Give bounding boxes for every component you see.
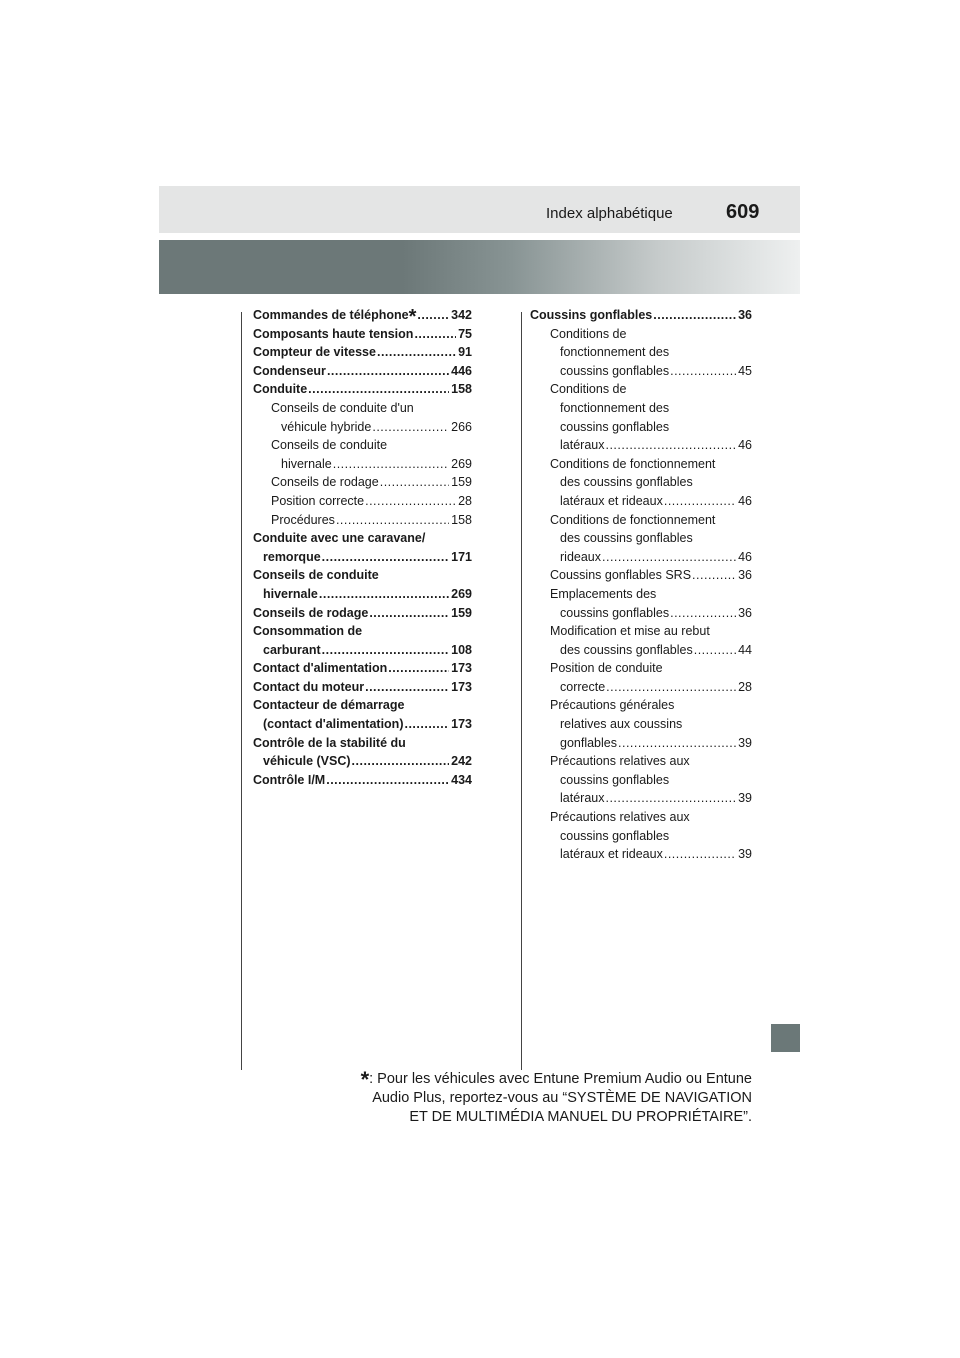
index-entry: Contacteur de démarrage [253,698,405,713]
index-column-left [253,306,472,789]
entry-page: 36 [738,308,752,322]
index-subentry: Conditions de [550,382,627,397]
index-entry [253,343,472,362]
entry-page: 446 [451,363,472,378]
entry-label: latéraux [560,438,605,453]
index-subentry [530,566,752,585]
footnote-line-2: Audio Plus, reportez-vous au “SYSTÈME DE NAVIGATION [372,1090,752,1106]
entry-page: 173 [451,679,472,694]
entry-page: 434 [451,772,472,787]
left-column-rule [241,312,242,1070]
entry-page: 36 [738,605,752,620]
footnote-marker: * [408,306,417,328]
index-entry [253,641,472,660]
entry-label: Conseils de rodage [271,475,379,490]
entry-label: latéraux et rideaux [560,847,663,862]
entry-label: Conseils de rodage [253,605,369,620]
entry-page: 342 [451,308,472,322]
index-subentry: Précautions relatives aux [550,754,690,769]
index-entry [253,548,472,567]
index-entry: Contrôle de la stabilité du [253,735,406,750]
index-entry [253,771,472,790]
index-subentry [530,641,752,660]
entry-page: 159 [451,475,472,490]
page-number: 609 [726,201,760,223]
entry-label: gonflables [560,735,617,750]
index-subentry [253,492,472,511]
index-subentry [253,455,472,474]
index-entry: Consommation de [253,624,363,639]
entry-page: 159 [451,605,472,620]
entry-label: Contact du moteur [253,679,365,694]
entry-label: Composants haute tension [253,326,414,341]
index-subentry: des coussins gonflables [560,475,693,490]
entry-label: Contact d'alimentation [253,661,388,676]
index-subentry: coussins gonflables [560,772,670,787]
index-subentry [530,734,752,753]
index-subentry: Position de conduite [550,661,663,676]
index-subentry: Précautions relatives aux [550,810,690,825]
index-subentry: Conseils de conduite [271,438,388,453]
entry-label: Conduite [253,382,308,397]
index-subentry [530,604,752,623]
entry-label: latéraux [560,791,605,806]
index-subentry: des coussins gonflables [560,531,693,546]
index-subentry: Modification et mise au rebut [550,624,710,639]
index-subentry: coussins gonflables [560,828,670,843]
entry-label: correcte [560,679,606,694]
entry-page: 75 [458,326,472,341]
index-entry [253,604,472,623]
entry-page: 171 [451,549,472,564]
header-bar [159,186,800,233]
entry-page: 108 [451,642,472,657]
entry-page: 39 [738,735,752,750]
entry-page: 39 [738,791,752,806]
index-subentry: Conseils de conduite d'un [271,400,414,415]
index-subentry: relatives aux coussins [560,717,683,732]
entry-page: 44 [738,642,752,657]
index-subentry [530,789,752,808]
entry-page: 45 [738,363,752,378]
footnote-line-1 [300,1067,752,1092]
entry-label: Procédures [271,512,335,527]
entry-page: 39 [738,847,752,862]
entry-label: véhicule hybride [281,419,372,434]
entry-label: coussins gonflables [560,363,670,378]
index-subentry [530,548,752,567]
entry-label: Compteur de vitesse [253,345,376,360]
entry-label: coussins gonflables [560,605,670,620]
entry-page: 91 [458,345,472,360]
index-entry [253,325,472,344]
entry-label: Condenseur [253,363,326,378]
index-subentry [530,492,752,511]
index-entry: Conseils de conduite [253,568,379,583]
entry-label: hivernale [281,456,332,471]
index-entry [253,380,472,399]
entry-page: 28 [458,493,472,508]
index-entry [253,659,472,678]
entry-page: 28 [738,679,752,694]
index-subentry [530,362,752,381]
entry-label: carburant [263,642,321,657]
index-entry [253,752,472,771]
index-subentry [530,845,752,864]
index-column-right [530,306,752,864]
entry-label: des coussins gonflables [560,642,693,657]
entry-page: 242 [451,754,472,769]
entry-label: (contact d'alimentation) [263,717,404,732]
entry-label: Position correcte [271,493,365,508]
footnote-marker: * [360,1067,370,1092]
entry-label: remorque [263,549,321,564]
index-subentry: coussins gonflables [560,419,670,434]
index-entry [253,715,472,734]
index-subentry: Emplacements des [550,586,657,601]
index-subentry: Conditions de fonctionnement [550,456,716,471]
index-subentry: Conditions de fonctionnement [550,512,716,527]
entry-page: 158 [451,512,472,527]
chapter-tab [771,1024,800,1052]
entry-page: 266 [451,419,472,434]
index-subentry [253,418,472,437]
index-entry [253,362,472,381]
index-entry [253,585,472,604]
footnote-line-3: ET DE MULTIMÉDIA MANUEL DU PROPRIÉTAIRE”. [409,1109,752,1125]
entry-label: Commandes de téléphone [253,308,409,322]
entry-label: Coussins gonflables [530,308,653,322]
index-entry: Conduite avec une caravane/ [253,531,426,546]
entry-page: 173 [451,717,472,732]
index-subentry: fonctionnement des [560,400,670,415]
index-entry [253,678,472,697]
entry-page: 46 [738,493,752,508]
entry-page: 269 [451,586,472,601]
footnote-text: : Pour les véhicules avec Entune Premium Audio ou Entune [369,1071,752,1087]
index-subentry: fonctionnement des [560,345,670,360]
entry-label: hivernale [263,586,318,601]
entry-page: 46 [738,549,752,564]
entry-label: latéraux et rideaux [560,493,663,508]
section-title: Index alphabétique [546,205,673,222]
entry-page: 36 [738,568,752,583]
index-subentry [253,511,472,530]
entry-label: Contrôle I/M [253,772,326,787]
entry-page: 173 [451,661,472,676]
index-subentry [253,473,472,492]
entry-page: 46 [738,438,752,453]
index-subentry [530,678,752,697]
index-subentry [530,436,752,455]
entry-label: rideaux [560,549,601,564]
index-subentry: Conditions de [550,326,627,341]
header-gradient-band [159,240,800,294]
entry-page: 158 [451,382,472,397]
center-column-rule [521,312,522,1070]
entry-page: 269 [451,456,472,471]
footnote [300,1067,752,1127]
index-entry [530,306,752,325]
entry-label: Coussins gonflables SRS [550,568,692,583]
entry-label: véhicule (VSC) [263,754,351,769]
index-entry [253,306,472,328]
index-subentry: Précautions générales [550,698,675,713]
